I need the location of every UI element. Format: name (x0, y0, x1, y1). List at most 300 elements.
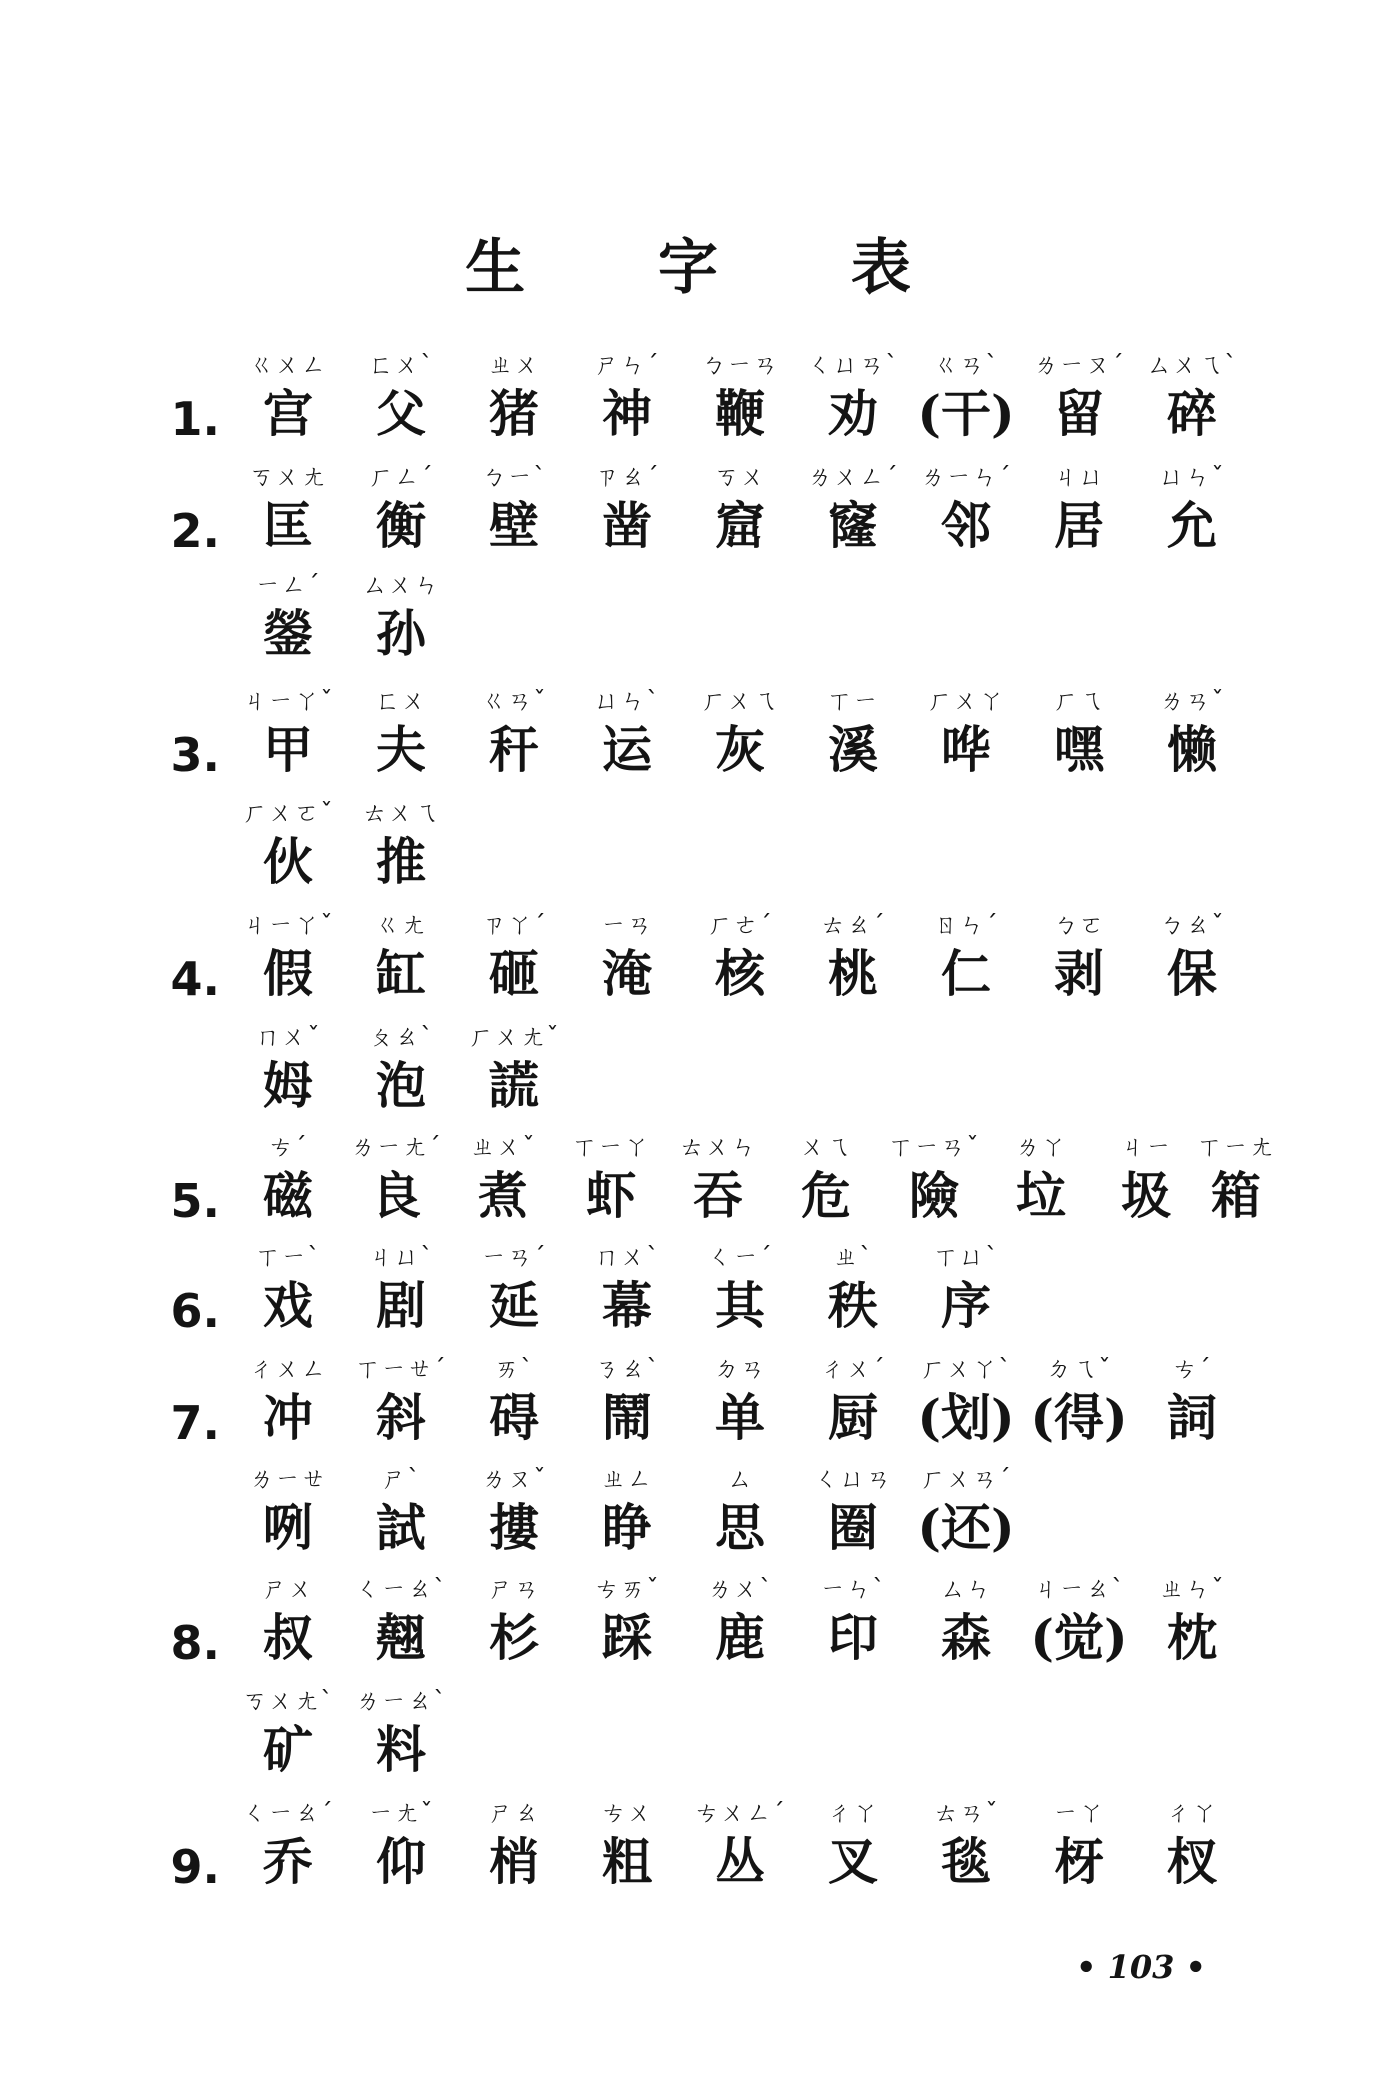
zhuyin-annotation: ㄏㄟ (1052, 686, 1105, 715)
vocab-entry (1023, 684, 1135, 782)
hanzi-character: 斜 (376, 1388, 426, 1447)
hanzi-character: 淹 (602, 944, 652, 1003)
zhuyin-annotation: ㄕˋ (381, 1464, 421, 1493)
hanzi-character: 鞭 (715, 384, 765, 443)
vocab-entry (910, 1572, 1022, 1670)
vocab-entry (684, 1240, 796, 1338)
vocab-entry (985, 1130, 1097, 1228)
zhuyin-annotation: ㄐㄧ (1119, 1132, 1172, 1161)
hanzi-character: 丛 (715, 1832, 765, 1891)
vocab-entry (571, 1572, 683, 1670)
vocab-row (0, 1684, 1376, 1794)
zhuyin-annotation: ㄌㄨㄥˊ (807, 462, 899, 491)
vocab-entry (232, 1572, 344, 1670)
zhuyin-annotation: ㄏㄜˊ (707, 910, 773, 939)
hanzi-character: 秆 (489, 720, 539, 779)
vocab-row (0, 1796, 1376, 1906)
hanzi-character: 凿 (602, 496, 652, 555)
hanzi-character: 甲 (263, 720, 313, 779)
hanzi-character: 假 (263, 944, 313, 1003)
vocab-entry (345, 1352, 457, 1450)
hanzi-character: 枒 (1054, 1832, 1104, 1891)
zhuyin-annotation: ㄏㄨㄟ (700, 686, 779, 715)
hanzi-character: 鬧 (602, 1388, 652, 1447)
hanzi-character: 留 (1054, 384, 1104, 443)
vocab-entry (345, 684, 457, 782)
hanzi-character: 險 (909, 1166, 959, 1225)
vocab-entry (458, 1796, 570, 1894)
zhuyin-annotation: ㄌㄧㄡˊ (1033, 350, 1125, 379)
vocab-row (0, 684, 1376, 794)
vocab-entry (662, 1130, 774, 1228)
hanzi-character: 毯 (941, 1832, 991, 1891)
vocab-entry (1023, 1352, 1135, 1450)
zhuyin-annotation: ㄑㄧˊ (707, 1242, 773, 1271)
hanzi-character: 思 (715, 1498, 765, 1557)
zhuyin-annotation: ㄘˊ (268, 1132, 308, 1161)
hanzi-character: 煮 (478, 1166, 528, 1225)
hanzi-character: 桃 (828, 944, 878, 1003)
zhuyin-annotation: ㄓㄥ (600, 1464, 653, 1493)
vocab-entry (1023, 348, 1135, 446)
vocab-entry (1023, 460, 1135, 558)
vocab-entry (770, 1130, 882, 1228)
hanzi-character: 印 (828, 1608, 878, 1667)
hanzi-character: 幕 (602, 1276, 652, 1335)
zhuyin-annotation: ㄑㄩㄢ (813, 1464, 892, 1493)
hanzi-character: 杉 (489, 1608, 539, 1667)
zhuyin-annotation: ㄑㄧㄠˊ (242, 1798, 334, 1827)
hanzi-character: 冲 (263, 1388, 313, 1447)
hanzi-character: 砸 (489, 944, 539, 1003)
zhuyin-annotation: ㄍㄢˇ (481, 686, 547, 715)
vocab-entry (797, 1352, 909, 1450)
zhuyin-annotation: ㄩㄣˋ (594, 686, 660, 715)
zhuyin-annotation: ㄌㄧㄤˊ (350, 1132, 442, 1161)
zhuyin-annotation: ㄙ (726, 1464, 753, 1493)
hanzi-character: 戏 (263, 1276, 313, 1335)
vocab-entry (458, 1352, 570, 1450)
vocab-entry (232, 1130, 344, 1228)
vocab-entry (345, 348, 457, 446)
hanzi-character: 运 (602, 720, 652, 779)
zhuyin-annotation: ㄍㄤ (374, 910, 427, 939)
hanzi-character: 鹿 (715, 1608, 765, 1667)
row-number: 8. (170, 1616, 220, 1670)
vocab-entry (797, 1796, 909, 1894)
vocab-entry (571, 348, 683, 446)
vocab-entry (232, 1352, 344, 1450)
hanzi-character: 灰 (715, 720, 765, 779)
row-number: 5. (170, 1174, 220, 1228)
vocab-entry (910, 684, 1022, 782)
row-number: 6. (170, 1284, 220, 1338)
zhuyin-annotation: ㄏㄨㄚ (926, 686, 1005, 715)
vocab-entry (571, 1796, 683, 1894)
zhuyin-annotation: ㄌㄨˋ (707, 1574, 773, 1603)
vocab-row (0, 1130, 1376, 1240)
hanzi-character: 翹 (376, 1608, 426, 1667)
zhuyin-annotation: ㄋㄠˋ (594, 1354, 660, 1383)
hanzi-character: 剧 (376, 1276, 426, 1335)
vocab-row (0, 908, 1376, 1018)
hanzi-character: 窟 (715, 496, 765, 555)
zhuyin-annotation: ㄕㄢ (487, 1574, 540, 1603)
vocab-entry (232, 1684, 344, 1782)
hanzi-character: 仁 (941, 944, 991, 1003)
zhuyin-annotation: ㄊㄨㄟ (361, 798, 440, 827)
hanzi-character: 父 (376, 384, 426, 443)
hanzi-character: 睁 (602, 1498, 652, 1557)
vocab-entry (684, 1462, 796, 1560)
vocab-entry (345, 1572, 457, 1670)
zhuyin-annotation: ㄇㄨˋ (594, 1242, 660, 1271)
hanzi-character: 夫 (376, 720, 426, 779)
zhuyin-annotation: ㄑㄩㄢˋ (807, 350, 899, 379)
zhuyin-annotation: ㄏㄨㄚˋ (920, 1354, 1012, 1383)
vocab-entry (1023, 908, 1135, 1006)
zhuyin-annotation: ㄏㄨㄛˇ (242, 798, 334, 827)
hanzi-character: 危 (801, 1166, 851, 1225)
hanzi-character: 仰 (376, 1832, 426, 1891)
zhuyin-annotation: ㄕㄠ (487, 1798, 540, 1827)
vocab-entry (910, 1240, 1022, 1338)
zhuyin-annotation: ㄐㄧㄚˇ (242, 686, 334, 715)
zhuyin-annotation: ㄒㄧ (826, 686, 879, 715)
zhuyin-annotation: ㄐㄩ (1052, 462, 1105, 491)
hanzi-character: 缸 (376, 944, 426, 1003)
hanzi-character: 允 (1167, 496, 1217, 555)
hanzi-character: 碍 (489, 1388, 539, 1447)
zhuyin-annotation: ㄅㄠˇ (1159, 910, 1225, 939)
vocab-entry (571, 460, 683, 558)
zhuyin-annotation: ㄆㄠˋ (368, 1022, 434, 1051)
zhuyin-annotation: ㄌㄢˇ (1159, 686, 1225, 715)
vocab-entry (684, 460, 796, 558)
vocab-entry (345, 1240, 457, 1338)
zhuyin-annotation: ㄌㄧㄠˋ (355, 1686, 447, 1715)
hanzi-character: 居 (1054, 496, 1104, 555)
row-number: 1. (170, 392, 220, 446)
hanzi-character: (干) (917, 384, 1015, 443)
vocab-entry (345, 1796, 457, 1894)
hanzi-character: 梢 (489, 1832, 539, 1891)
hanzi-character: 匡 (263, 496, 313, 555)
vocab-entry (684, 684, 796, 782)
zhuyin-annotation: ㄐㄩˋ (368, 1242, 434, 1271)
zhuyin-annotation: ㄊㄢˇ (933, 1798, 999, 1827)
zhuyin-annotation: ㄅㄧㄢ (700, 350, 779, 379)
vocab-entry (797, 1240, 909, 1338)
zhuyin-annotation: ㄏㄥˊ (368, 462, 434, 491)
vocab-entry (1023, 1572, 1135, 1670)
zhuyin-annotation: ㄨㄟ (799, 1132, 852, 1161)
zhuyin-annotation: ㄊㄠˊ (820, 910, 886, 939)
hanzi-character: 孙 (376, 604, 426, 663)
vocab-entry (232, 348, 344, 446)
zhuyin-annotation: ㄖㄣˊ (933, 910, 999, 939)
row-number: 3. (170, 728, 220, 782)
vocab-row (0, 1240, 1376, 1350)
hanzi-character: 序 (941, 1276, 991, 1335)
zhuyin-annotation: ㄒㄧˋ (255, 1242, 321, 1271)
hanzi-character: 碎 (1167, 384, 1217, 443)
hanzi-character: 磁 (263, 1166, 313, 1225)
hanzi-character: 邻 (941, 496, 991, 555)
vocab-entry (910, 908, 1022, 1006)
zhuyin-annotation: ㄞˋ (494, 1354, 534, 1383)
zhuyin-annotation: ㄏㄨㄢˊ (920, 1464, 1012, 1493)
hanzi-character: 哗 (941, 720, 991, 779)
hanzi-character: 踩 (602, 1608, 652, 1667)
vocab-entry (458, 460, 570, 558)
vocab-entry (345, 1462, 457, 1560)
vocab-row (0, 796, 1376, 906)
vocab-entry (458, 684, 570, 782)
vocab-entry (1136, 1572, 1248, 1670)
zhuyin-annotation: ㄌㄚ (1014, 1132, 1067, 1161)
zhuyin-annotation: ㄙㄣ (939, 1574, 992, 1603)
vocab-entry (340, 1130, 452, 1228)
hanzi-character: 嘿 (1054, 720, 1104, 779)
zhuyin-annotation: ㄍㄨㄥ (248, 350, 327, 379)
zhuyin-annotation: ㄈㄨˋ (368, 350, 434, 379)
vocab-row (0, 460, 1376, 570)
hanzi-character: 衡 (376, 496, 426, 555)
zhuyin-annotation: ㄒㄧㄚ (571, 1132, 650, 1161)
hanzi-character: 壁 (489, 496, 539, 555)
vocab-entry (232, 1020, 344, 1118)
zhuyin-annotation: ㄗㄚˊ (481, 910, 547, 939)
hanzi-character: (划) (917, 1388, 1015, 1447)
vocab-entry (910, 1352, 1022, 1450)
vocab-entry (684, 348, 796, 446)
hanzi-character: 叔 (263, 1608, 313, 1667)
hanzi-character: 秩 (828, 1276, 878, 1335)
vocab-entry (571, 1462, 683, 1560)
hanzi-character: 圈 (828, 1498, 878, 1557)
vocab-entry (232, 796, 344, 894)
zhuyin-annotation: ㄓㄣˇ (1159, 1574, 1225, 1603)
vocab-entry (232, 908, 344, 1006)
vocab-entry (797, 1462, 909, 1560)
zhuyin-annotation: ㄍㄢˋ (933, 350, 999, 379)
row-number: 9. (170, 1840, 220, 1894)
hanzi-character: 矿 (263, 1720, 313, 1779)
hanzi-character: 窿 (828, 496, 878, 555)
vocab-entry (447, 1130, 559, 1228)
vocab-entry (458, 348, 570, 446)
hanzi-character: 核 (715, 944, 765, 1003)
hanzi-character: 乔 (263, 1832, 313, 1891)
hanzi-character: 圾 (1121, 1166, 1171, 1225)
vocab-entry (345, 460, 457, 558)
hanzi-character: 摟 (489, 1498, 539, 1557)
vocab-row (0, 1462, 1376, 1572)
vocab-entry (345, 1020, 457, 1118)
hanzi-character: 猪 (489, 384, 539, 443)
vocab-entry (571, 1352, 683, 1450)
zhuyin-annotation: ㄘㄨㄥˊ (694, 1798, 786, 1827)
hanzi-character: 懒 (1167, 720, 1217, 779)
zhuyin-annotation: ㄇㄨˇ (255, 1022, 321, 1051)
row-number: 7. (170, 1396, 220, 1450)
vocab-entry (232, 1796, 344, 1894)
zhuyin-annotation: ㄌㄧㄝ (248, 1464, 327, 1493)
page-title: 生 字 表 (465, 233, 967, 303)
vocab-entry (797, 908, 909, 1006)
vocab-entry (571, 1240, 683, 1338)
zhuyin-annotation: ㄅㄧˋ (481, 462, 547, 491)
zhuyin-annotation: ㄔㄚ (826, 1798, 879, 1827)
vocab-entry (458, 1462, 570, 1560)
vocab-entry (684, 1352, 796, 1450)
vocab-entry (910, 460, 1022, 558)
vocab-entry (571, 684, 683, 782)
vocab-entry (571, 908, 683, 1006)
vocab-entry (797, 684, 909, 782)
vocab-row (0, 348, 1376, 458)
hanzi-character: 泡 (376, 1056, 426, 1115)
zhuyin-annotation: ㄕㄨ (261, 1574, 314, 1603)
zhuyin-annotation: ㄘㄞˇ (594, 1574, 660, 1603)
hanzi-character: 延 (489, 1276, 539, 1335)
vocab-entry (878, 1130, 990, 1228)
hanzi-character: 剥 (1054, 944, 1104, 1003)
hanzi-character: 推 (376, 832, 426, 891)
hanzi-character: 咧 (263, 1498, 313, 1557)
vocab-entry (684, 908, 796, 1006)
vocab-entry (458, 1572, 570, 1670)
hanzi-character: 吞 (693, 1166, 743, 1225)
vocab-entry (910, 1796, 1022, 1894)
zhuyin-annotation: ㄒㄩˋ (933, 1242, 999, 1271)
zhuyin-annotation: ㄉㄢ (713, 1354, 766, 1383)
vocab-entry (1136, 460, 1248, 558)
hanzi-character: (还) (917, 1498, 1015, 1557)
zhuyin-annotation: ㄒㄧㄝˊ (355, 1354, 447, 1383)
hanzi-character: 厨 (828, 1388, 878, 1447)
zhuyin-annotation: ㄒㄧㄢˇ (888, 1132, 980, 1161)
hanzi-character: 垃 (1016, 1166, 1066, 1225)
hanzi-character: 料 (376, 1720, 426, 1779)
hanzi-character: 保 (1167, 944, 1217, 1003)
vocab-row (0, 1352, 1376, 1462)
vocab-entry (555, 1130, 667, 1228)
zhuyin-annotation: ㄧㄣˋ (820, 1574, 886, 1603)
hanzi-character: 其 (715, 1276, 765, 1335)
zhuyin-annotation: ㄓㄨˇ (470, 1132, 536, 1161)
zhuyin-annotation: ㄘㄨ (600, 1798, 653, 1827)
zhuyin-annotation: ㄧㄤˇ (368, 1798, 434, 1827)
vocab-entry (797, 1572, 909, 1670)
zhuyin-annotation: ㄈㄨ (374, 686, 427, 715)
vocab-entry (797, 348, 909, 446)
vocab-entry (458, 908, 570, 1006)
zhuyin-annotation: ㄓㄨ (487, 350, 540, 379)
zhuyin-annotation: ㄑㄧㄠˋ (355, 1574, 447, 1603)
vocab-entry (1136, 684, 1248, 782)
zhuyin-annotation: ㄉㄟˇ (1046, 1354, 1112, 1383)
vocab-entry (1180, 1130, 1292, 1228)
vocab-entry (1136, 348, 1248, 446)
vocab-entry (1023, 1796, 1135, 1894)
vocab-entry (910, 348, 1022, 446)
vocab-entry (232, 684, 344, 782)
vocab-entry (232, 568, 344, 666)
hanzi-character: 神 (602, 384, 652, 443)
vocab-entry (232, 1462, 344, 1560)
vocab-entry (345, 908, 457, 1006)
vocab-entry (345, 1684, 457, 1782)
zhuyin-annotation: ㄙㄨㄣ (361, 570, 440, 599)
hanzi-character: (得) (1030, 1388, 1128, 1447)
vocab-entry (458, 1020, 570, 1118)
row-number: 2. (170, 504, 220, 558)
hanzi-character: 森 (941, 1608, 991, 1667)
zhuyin-annotation: ㄧㄢ (600, 910, 653, 939)
hanzi-character: 伙 (263, 832, 313, 891)
vocab-entry (684, 1796, 796, 1894)
hanzi-character: 叉 (828, 1832, 878, 1891)
zhuyin-annotation: ㄧㄚ (1052, 1798, 1105, 1827)
zhuyin-annotation: ㄓˋ (833, 1242, 873, 1271)
zhuyin-annotation: ㄏㄨㄤˇ (468, 1022, 560, 1051)
vocab-row (0, 1572, 1376, 1682)
hanzi-character: 杈 (1167, 1832, 1217, 1891)
hanzi-character: 鎣 (263, 604, 313, 663)
hanzi-character: 謊 (489, 1056, 539, 1115)
vocab-entry (232, 1240, 344, 1338)
zhuyin-annotation: ㄐㄧㄚˇ (242, 910, 334, 939)
zhuyin-annotation: ㄅㄛ (1052, 910, 1105, 939)
zhuyin-annotation: ㄎㄨㄤˋ (242, 1686, 334, 1715)
vocab-row (0, 1020, 1376, 1130)
hanzi-character: 試 (376, 1498, 426, 1557)
zhuyin-annotation: ㄐㄧㄠˋ (1033, 1574, 1125, 1603)
zhuyin-annotation: ㄙㄨㄟˋ (1146, 350, 1238, 379)
hanzi-character: 箱 (1211, 1166, 1261, 1225)
zhuyin-annotation: ㄌㄧㄣˊ (920, 462, 1012, 491)
vocab-entry (345, 568, 457, 666)
hanzi-character: 宫 (263, 384, 313, 443)
zhuyin-annotation: ㄎㄨㄤ (248, 462, 327, 491)
row-number: 4. (170, 952, 220, 1006)
vocab-entry (910, 1462, 1022, 1560)
vocab-entry (797, 460, 909, 558)
hanzi-character: 劝 (828, 384, 878, 443)
vocab-entry (1136, 1352, 1248, 1450)
zhuyin-annotation: ㄊㄨㄣ (678, 1132, 757, 1161)
zhuyin-annotation: ㄌㄡˇ (481, 1464, 547, 1493)
vocab-entry (345, 796, 457, 894)
zhuyin-annotation: ㄕㄣˊ (594, 350, 660, 379)
hanzi-character: 姆 (263, 1056, 313, 1115)
zhuyin-annotation: ㄒㄧㄤ (1196, 1132, 1275, 1161)
zhuyin-annotation: ㄘˊ (1172, 1354, 1212, 1383)
page-number: • 103 • (1076, 1948, 1206, 1986)
vocab-row (0, 568, 1376, 678)
hanzi-character: 良 (371, 1166, 421, 1225)
zhuyin-annotation: ㄗㄠˊ (594, 462, 660, 491)
zhuyin-annotation: ㄔㄚ (1165, 1798, 1218, 1827)
zhuyin-annotation: ㄔㄨˊ (820, 1354, 886, 1383)
vocab-entry (232, 460, 344, 558)
zhuyin-annotation: ㄩㄣˇ (1159, 462, 1225, 491)
hanzi-character: 单 (715, 1388, 765, 1447)
hanzi-character: 粗 (602, 1832, 652, 1891)
hanzi-character: (觉) (1030, 1608, 1128, 1667)
